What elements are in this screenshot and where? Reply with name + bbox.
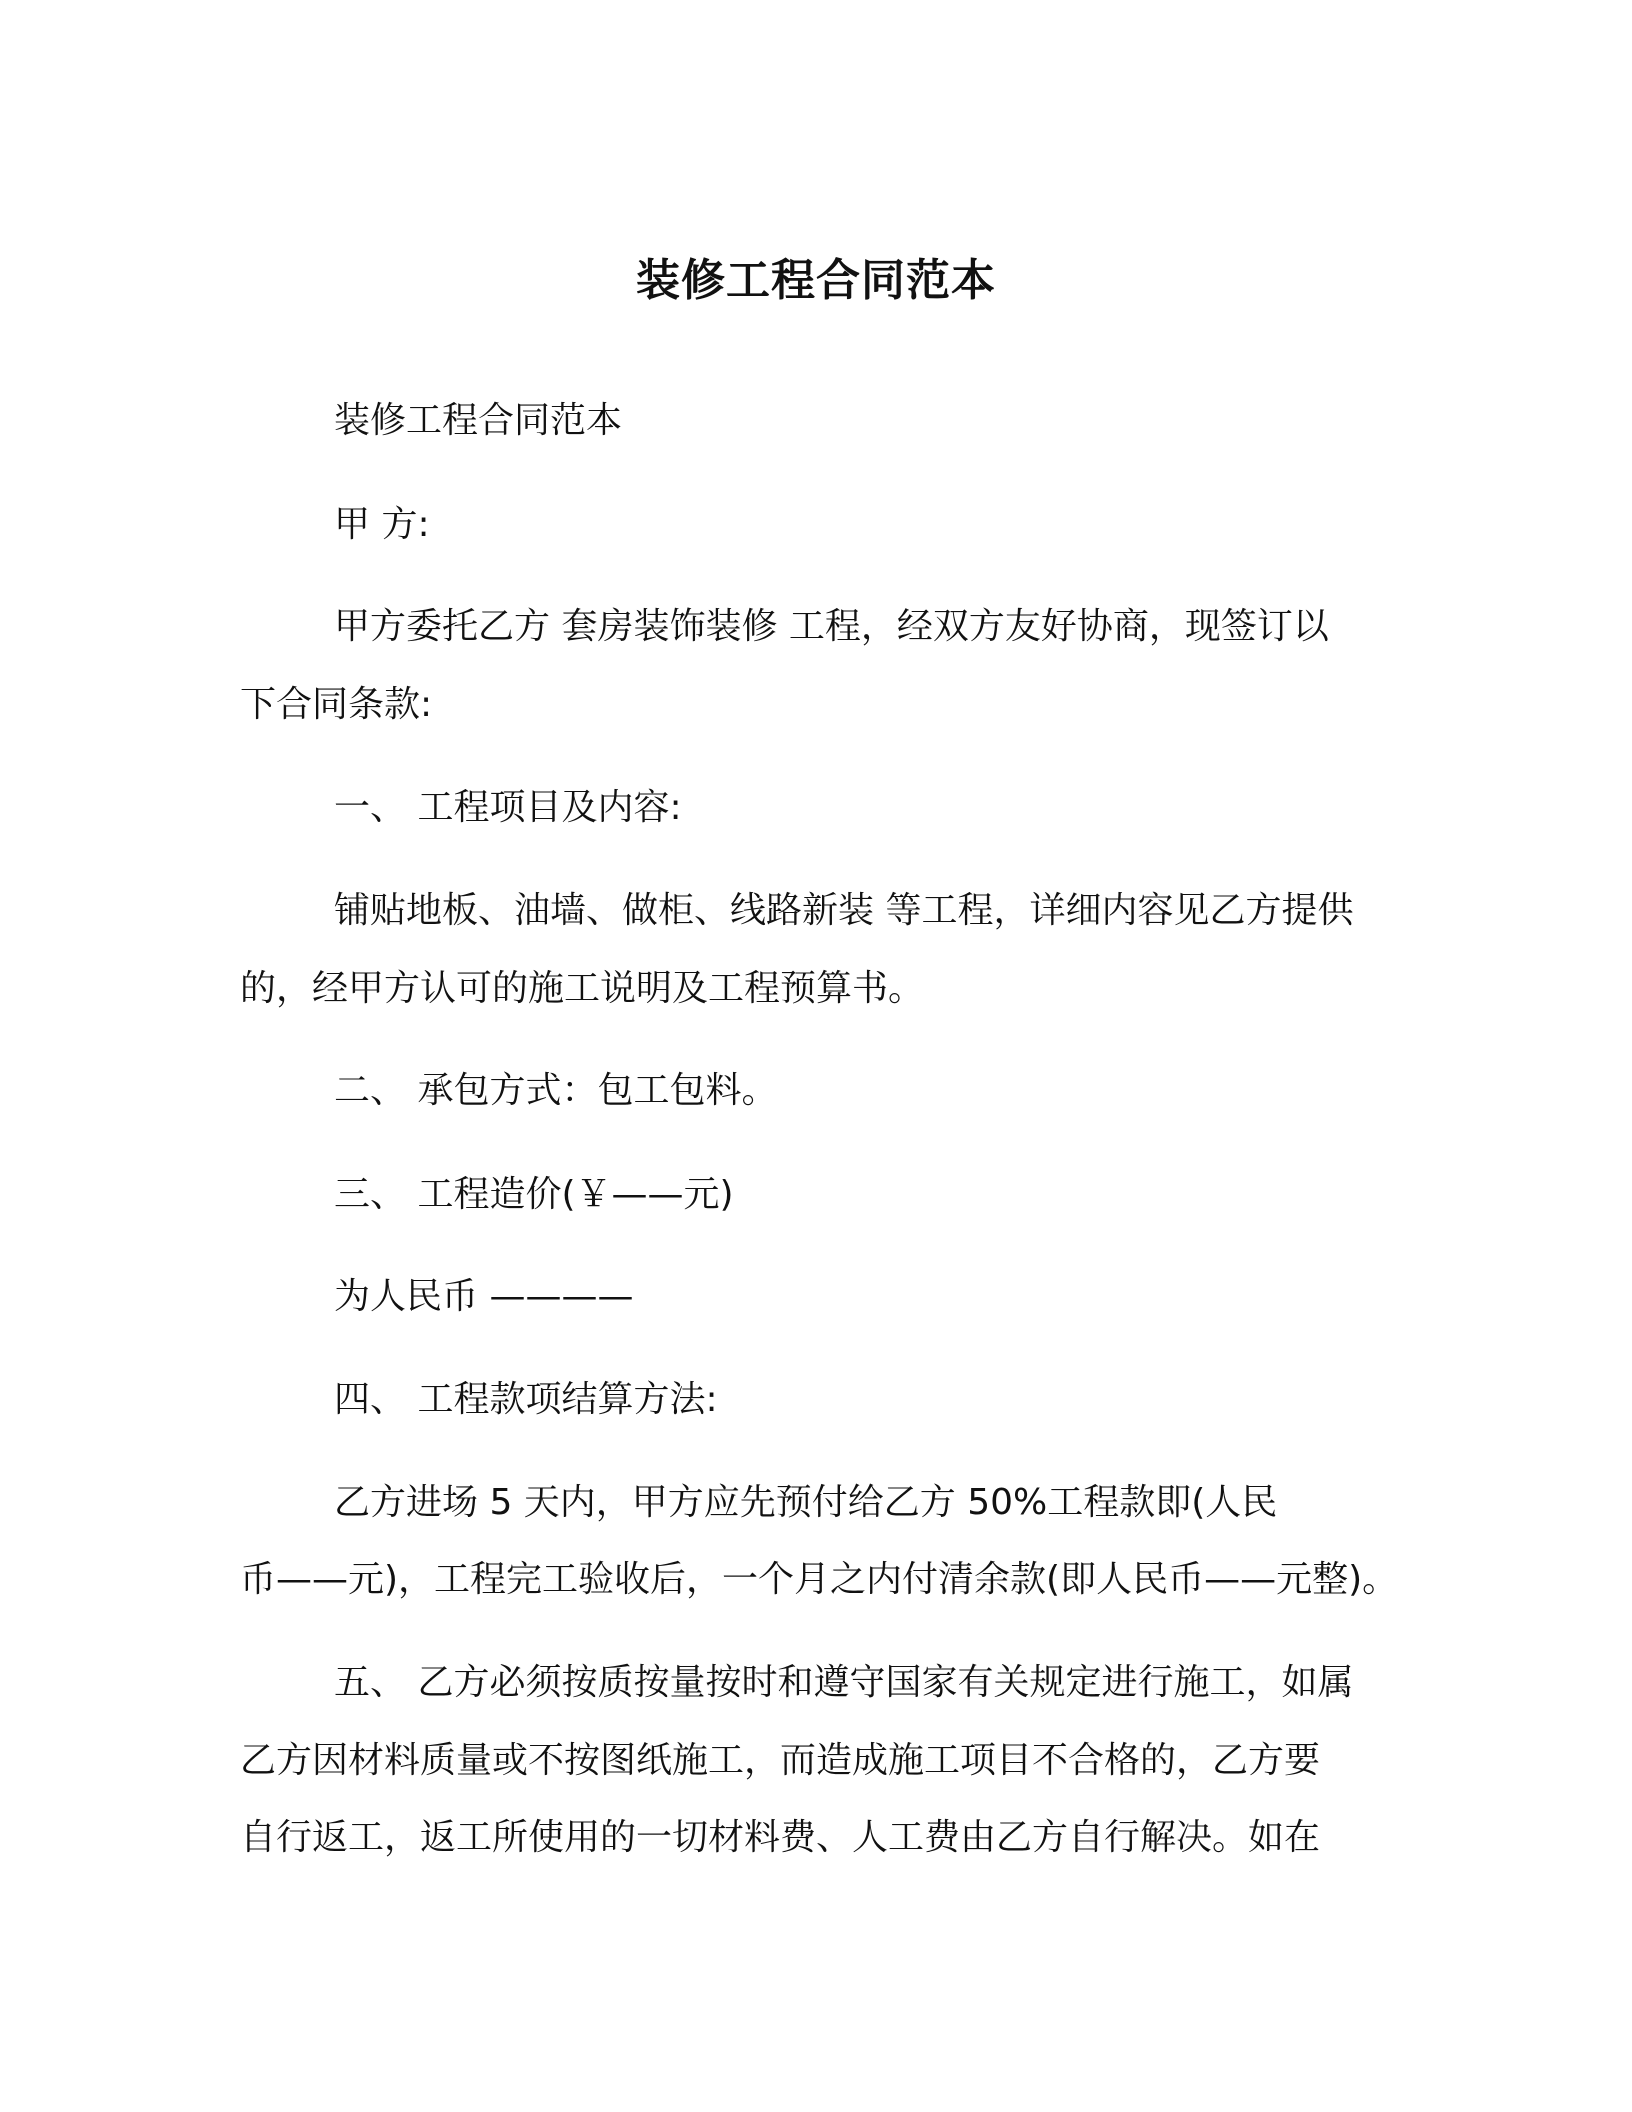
- party-a-line: 甲 方:: [334, 504, 430, 545]
- section-5-line-1: 五、 乙方必须按质按量按时和遵守国家有关规定进行施工，如属: [334, 1662, 1354, 1703]
- document-title: 装修工程合同范本: [636, 255, 996, 307]
- section-4-body-line-1: 乙方进场 5 天内，甲方应先预付给乙方 50%工程款即(人民: [334, 1482, 1278, 1523]
- section-1-body-line-1: 铺贴地板、油墙、做柜、线路新装 等工程，详细内容见乙方提供: [334, 890, 1354, 931]
- intro-line-1: 甲方委托乙方 套房装饰装修 工程，经双方友好协商，现签订以: [334, 606, 1329, 647]
- section-1-heading: 一、 工程项目及内容:: [334, 787, 682, 828]
- section-1-body-line-2: 的，经甲方认可的施工说明及工程预算书。: [240, 968, 925, 1009]
- section-5-line-2: 乙方因材料质量或不按图纸施工，而造成施工项目不合格的，乙方要: [240, 1740, 1321, 1781]
- section-4-heading: 四、 工程款项结算方法:: [334, 1379, 718, 1420]
- section-4-body-line-2: 币——元)，工程完工验收后，一个月之内付清余款(即人民币——元整)。: [240, 1559, 1399, 1600]
- subtitle-line: 装修工程合同范本: [334, 400, 623, 441]
- section-5-line-3: 自行返工，返工所使用的一切材料费、人工费由乙方自行解决。如在: [240, 1817, 1321, 1858]
- section-3-heading: 三、 工程造价(￥——元): [334, 1174, 734, 1215]
- section-3-amount-line: 为人民币 ————: [334, 1276, 634, 1317]
- section-2-line: 二、 承包方式：包工包料。: [334, 1070, 778, 1111]
- intro-line-2: 下合同条款:: [240, 684, 433, 725]
